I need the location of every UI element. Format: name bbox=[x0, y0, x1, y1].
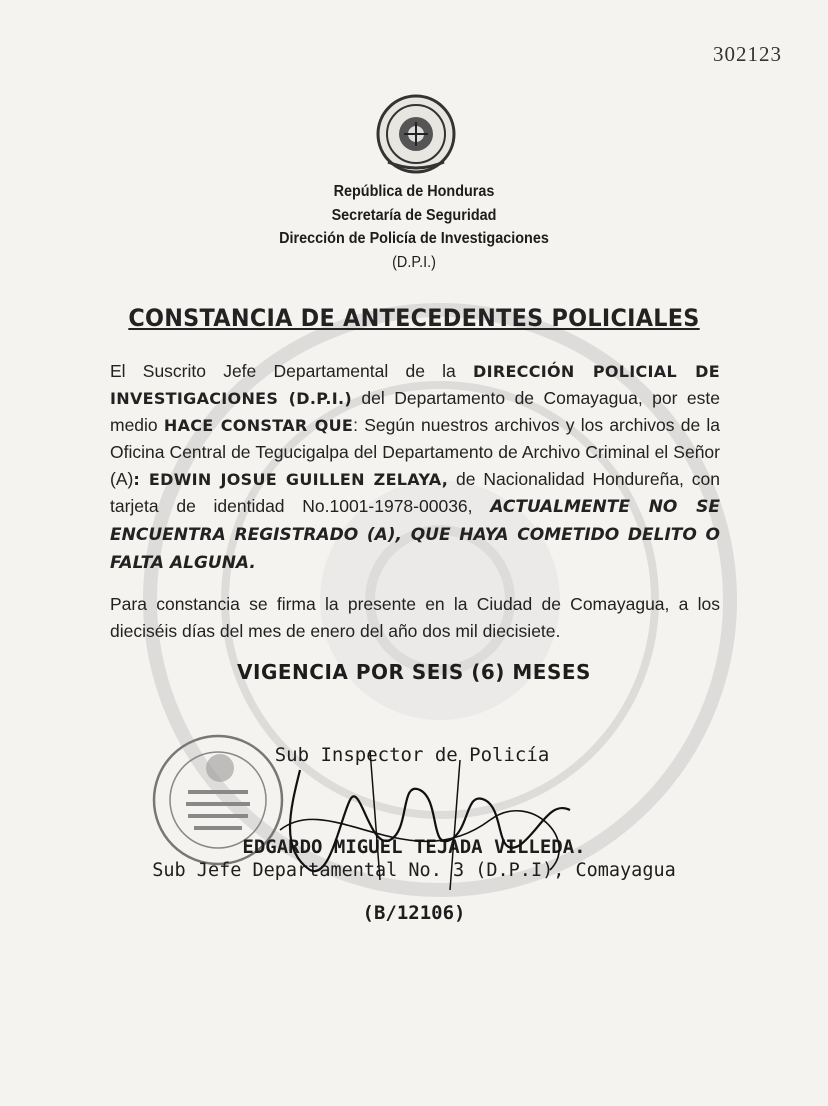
body-bold-certifies: HACE CONSTAR QUE bbox=[163, 416, 354, 435]
body-text: : Según nuestros archivos y los archivos de la Oficina Central de Tegucigalpa del Departamento de Archivo Criminal el Señor (A) bbox=[110, 415, 721, 489]
police-emblem bbox=[374, 92, 458, 176]
signer-name: EDGARDO MIGUEL TEJADA VILLEDA. bbox=[242, 836, 586, 858]
document-code: (B/12106) bbox=[362, 902, 466, 924]
document-title: CONSTANCIA DE ANTECEDENTES POLICIALES bbox=[128, 304, 700, 332]
body-text: del Departamento de Comayagua, por este medio bbox=[110, 388, 720, 435]
body-text: de Nacionalidad Hondureña, con tarjeta de identidad No.1001-1978-00036, bbox=[110, 469, 721, 516]
certificate-body bbox=[110, 358, 720, 577]
handwritten-signature bbox=[250, 730, 600, 910]
validity-notice: VIGENCIA POR SEIS (6) MESES bbox=[237, 660, 591, 684]
signer-position: Sub Jefe Departamental No. 3 (D.P.I), Comayagua bbox=[152, 860, 676, 881]
body-bold-person-name: : EDWIN JOSUE GUILLEN ZELAYA, bbox=[133, 470, 449, 489]
document-header bbox=[0, 180, 828, 274]
body-text: El Suscrito Jefe Departamental de la bbox=[110, 361, 473, 381]
header-acronym: (D.P.I.) bbox=[392, 253, 436, 271]
signer-role: Sub Inspector de Policía bbox=[274, 744, 550, 766]
header-ministry: Secretaría de Seguridad bbox=[331, 206, 497, 224]
header-country: República de Honduras bbox=[333, 183, 495, 200]
certificate-closing: Para constancia se firma la presente en la Ciudad de Comayagua, a los dieciséis días del mes de enero del año dos mil diecisiete. bbox=[110, 594, 720, 641]
serial-number: 302123 bbox=[713, 42, 782, 66]
body-emphasis-not-registered: ACTUALMENTE NO SE ENCUENTRA REGISTRADO (A), QUE HAYA COMETIDO DELITO O FALTA ALGUNA. bbox=[110, 497, 720, 573]
body-bold-directorate: DIRECCIÓN POLICIAL DE INVESTIGACIONES (D.P.I.) bbox=[110, 362, 720, 408]
header-directorate: Dirección de Policía de Investigaciones bbox=[279, 230, 549, 247]
